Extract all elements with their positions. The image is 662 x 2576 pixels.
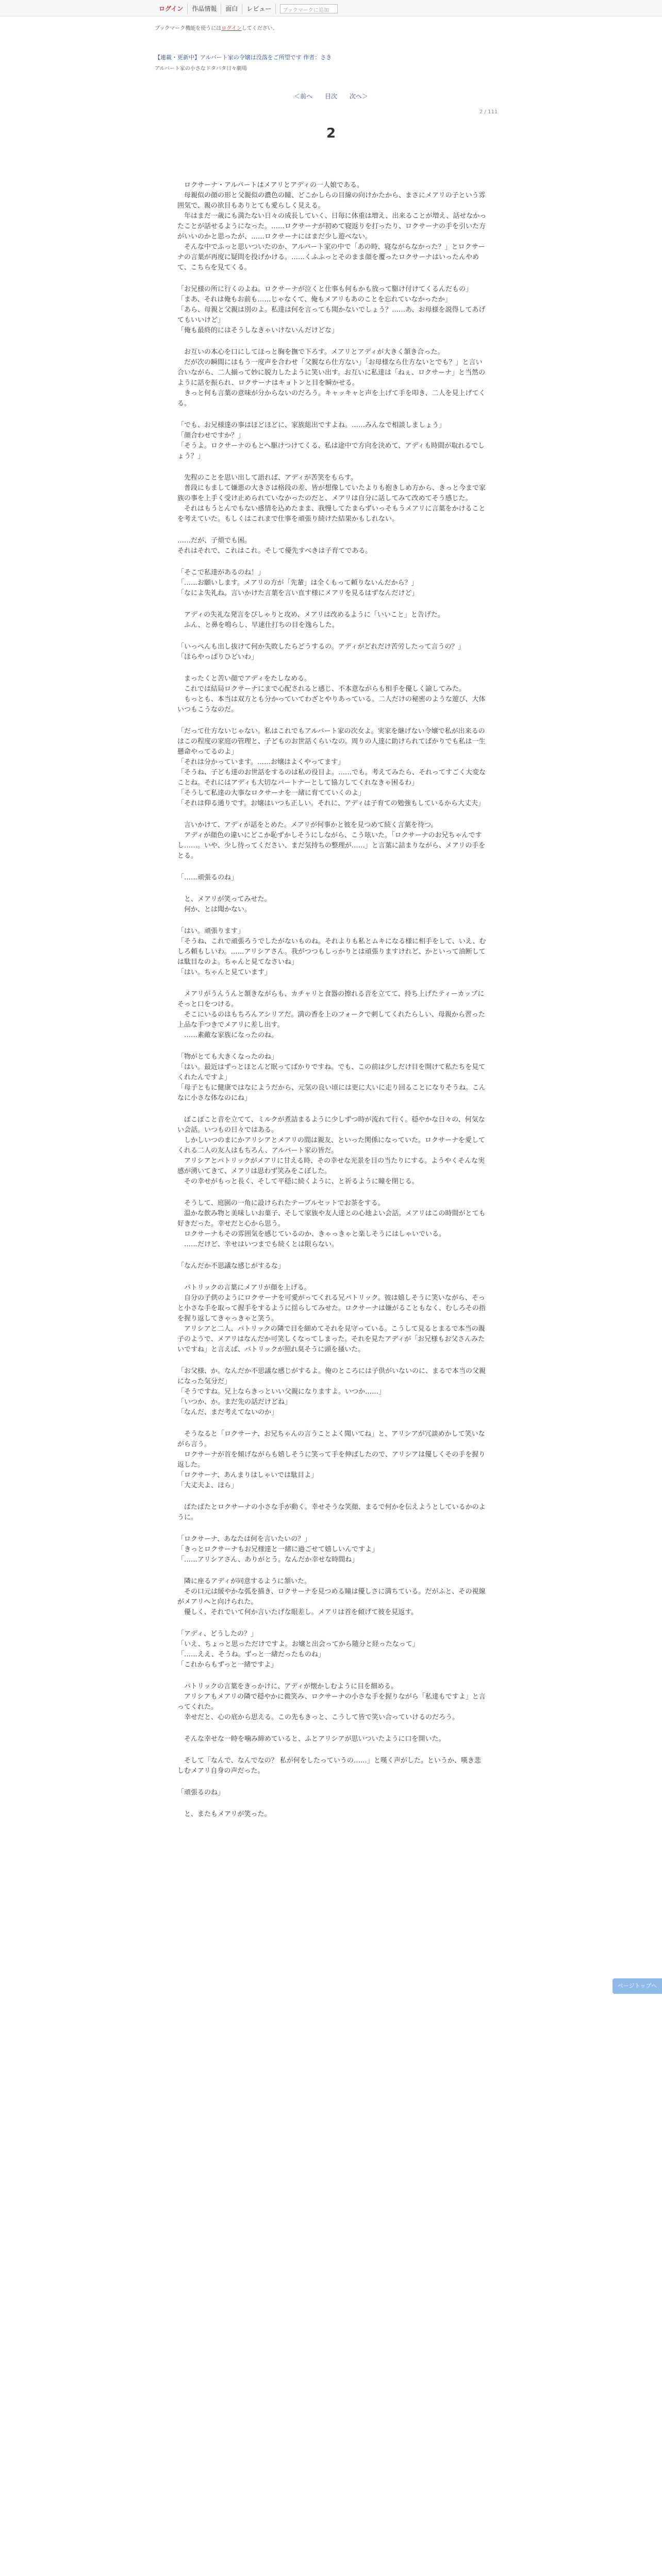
body-paragraph: 「そこで私達があるのね！」 「……お願いします。メアリの方が「先輩」は全くもって頼りないんだから？」 「なによ失礼ね。言いかけた言葉を言い直す様にメアリを見るはずなんだけど」 [177, 569, 419, 597]
body-paragraph: 「頑張るのね」 [177, 1789, 225, 1797]
novels-link[interactable]: 面白 [221, 4, 242, 14]
body-paragraph: アディの失礼な発言をぴしゃりと攻め、メアリは改めるように「いいこと」と告げた。 ふん、と鼻を鳴らし、早速仕打ちの目を逸らした。 [184, 611, 444, 629]
body-paragraph: 「お兄様の所に行くのよね。ロクサーナが泣くと仕事も何もかも放って駆け付けてくるんだもの」 「まあ、それは俺もお前も……じゃなくて、俺もメアリもあのことを忘れていなかったか」 「あら、母親と父親は別のよ。私達は何を言っても聞かないでしょう？……あ、お母様を説得してあげてもいいけど」 「俺も最終的にはそうしなきゃいけないんだけどな」 [177, 285, 486, 334]
login-notice-link[interactable]: ログイン [221, 26, 242, 31]
body-paragraph: 「はい。頑張ります」 「そうね、これで頑張ろうでしたがないものね。それよりも私とムキになる様に相手をして、いえ、むしろ頼もしいわ。……アリシアさん。我がつつもしっかりとは頑張りますけれど、かといって油断しては駄目なのよ。ちゃんと見てなさいね」 「はい。ちゃんと見ています」 [177, 927, 486, 976]
body-paragraph: パトリックの言葉にメアリが顔を上げる。 自分の子供のようにロクサーナを可愛がってくれる兄パトリック。彼は嬉しそうに笑いながら、そっと小さな手を取って握手をするように揺らしてみせた。ロクサーナは嫌がることもなく、むしろその指を握り返してきゃっきゃと笑う。 アリシアと二人、パトリックの隣で目を細めてそれを見守っている。こうして見るとまるで本当の親子のようで、メアリはなんだか可笑しくなってしまった。それを見たアディが「お兄様もお父さんみたいですね」と言えば、パトリックが照れ臭そうに頭を掻いた。 [177, 1284, 486, 1353]
body-paragraph: そして「なんで、なんでなの？ 私が何をしたっていうの……」と嘆く声がした。というか、嘆き悲しむメアリ自身の声だった。 [177, 1757, 481, 1775]
body-paragraph: 「ロクサーナ、あなたは何を言いたいの？」 「きっとロクサーナもお兄様達と一緒に過ごせて嬉しいんですよ」 「……アリシアさん、ありがとう。なんだか幸せな時間ね」 [177, 1535, 379, 1564]
body-paragraph: お互いの本心を口にしてほっと胸を撫で下ろす。メアリとアディが大きく頷き合った。 だが次の瞬間にはもう一度声を合わせ「父親なら仕方ない」「お母様なら仕方ないとでも？」と言い合いながら、二人揃って妙に脱力したように笑い出す。お互いに私達は「ねぇ、ロクサーナ」と当然のように話を振られ、ロクサーナはキョトンと目を瞬かせる。 きっと何も言葉の意味が分からないのだろう。キャッキャと声を上げて手を叩き、二人を見上げてくる。 [177, 348, 486, 408]
novel-body [177, 180, 487, 1831]
works-info-link[interactable]: 作品情報 [188, 4, 221, 14]
body-paragraph: 言いかけて、アディが話をとめた。メアリが何事かと彼を見つめて続く言葉を待つ。 アディが顔色の違いにどこか恥ずかしそうにしながら、こう呟いた。「ロクサーナのお兄ちゃんですし……。いや、少し待ってください、まだ気持ちの整理が……」と言葉に詰まりながら、メアリの手をとる。 [177, 821, 486, 860]
page-top-button[interactable]: ページトップへ [613, 1978, 662, 1994]
body-paragraph: 「でも、お兄様達の事はほどほどに、家族総出ですよね。……みんなで相談しましょう」 「顔合わせですか？」 「そうよ。ロクサーナのもとへ駆けつけてくる、私は途中で方向を決めて、アディも時間が取れるでしょう？」 [177, 421, 485, 460]
body-paragraph: 「……頑張るのね」 [177, 874, 238, 882]
body-paragraph: ロクサーナ・アルバートはメアリとアディの一人娘である。 母親似の顔の形と父親似の濃色の瞳、どこかしらの目線の向けかたから、まさにメアリの子という雰囲気で、親の欲目もありとても愛らしく見える。 年はまだ一歳にも満たない日々の成長していく、日毎に体重は増え、出来ることが増え、話せなかったことが話せるようになった。……ロクサーナが初めて寝返りを打ったり、ロクサーナの手を引いた方がいいのかと思ったが、……ロクサーナにはまだ少し遊べない。 そんな中でふっと思いついたのか、アルバート家の中で「あの時、寝ながらなかった？」とロクサーナの言葉が再度に疑問を投げかける。……くふふっとそのまま顔を覆ったロクサーナはいったんやめて、こちらを見てくる。 [177, 181, 487, 272]
body-paragraph: 隣に座るアディが同意するように頷いた。 その口元は緩やかな弧を描き、ロクサーナを見つめる瞳は優しさに満ちている。だがふと、その視線がメアリへと向けられた。 優しく、それでいて何か言いたげな眼差し。メアリは首を傾げて彼を見返す。 [177, 1578, 486, 1616]
episode-number: 2 / 111 [479, 109, 498, 115]
top-nav [155, 4, 338, 14]
login-notice [155, 24, 278, 31]
pager-top [0, 92, 662, 100]
body-paragraph: そうなると「ロクサーナ、お兄ちゃんの言うことよく聞いてね」と、アリシアが冗談めかして笑いながら言う。 ロクサーナが首を傾げながらも嬉しそうに笑って手を伸ばしたので、アリシアは優しくその手を握り返した。 「ロクサーナ、あんまりはしゃいでは駄目よ」 「大丈夫よ、ほら」 [177, 1430, 486, 1489]
top-navigation-bar [0, 0, 662, 16]
login-notice-prefix: ブックマーク機能を使うには [155, 26, 222, 31]
prev-link[interactable]: ＜前へ [294, 93, 313, 100]
body-paragraph: メアリがうんうんと頷きながらも、カチャリと食器の擦れる音を立てて、持ち上げたティーカップにそっと口をつける。 そこにいるのはもちろんアシリアだ。満の香を上のフォークで刺してくれたらしい、母親から習った上品な手つきでメアリに差し出す。 ……素敵な家族になったのね。 [177, 990, 485, 1039]
login-link[interactable]: ログイン [155, 4, 188, 14]
body-paragraph: ……だが、子煩でも困。 それはそれで、これはこれ。そして優先すべきは子育てである。 [177, 537, 372, 555]
bookmark-add-box[interactable]: ブックマークに追加 [280, 4, 338, 13]
body-paragraph: そうして、庭園の一角に設けられたテーブルセットでお茶をする。 温かな飲み物と美味しいお菓子、そして家族や友人達との心地よい会話。メアリはこの時間がとても好きだった。幸せだと心から思う。 ロクサーナもその雰囲気を感じているのか、きゃっきゃと楽しそうにはしゃいでいる。 ……だけど、幸せはいつまでも続くとは限らない。 [177, 1199, 486, 1248]
body-paragraph: 「いっぺんも出し抜けて何か失敗したらどうするの。アディがどれだけ苦労したって言うの？」 「ほらやっぱりひどいわ」 [177, 643, 465, 661]
novel-title-link[interactable]: 【連載・更新中】アルバート家の令嬢は没落をご所望です 作者：さき [155, 54, 332, 61]
body-paragraph: まったくと苦い顔でアディをたしなめる。 これでは結局ロクサーナにまで心配されると感じ、不本意ながらも相手を優しく諭してみた。 もっとも、本当は双方とも分かっていてわざとやりあっている。二人だけの秘密のような遊び、大体いつもこうなのだ。 [177, 675, 486, 714]
next-link[interactable]: 次へ＞ [349, 93, 368, 100]
body-paragraph: パトリックの言葉をきっかけに、アディが懐かしむように目を細める。 アリシアもメアリの隣で穏やかに微笑み、ロクサーナの小さな手を握りながら「私達もですよ」と言ってくれた。 幸せだと、心の底から思える。この先もきっと、こうして皆で笑い合っていけるのだろう。 [177, 1683, 486, 1721]
toc-link[interactable]: 目次 [324, 93, 337, 100]
login-notice-suffix: してください。 [241, 26, 278, 31]
reviews-link[interactable]: レビュー [242, 4, 276, 14]
body-paragraph: ぽこぽこと音を立てて、ミルクが煮詰まるように少しずつ時が流れて行く。穏やかな日々の、何気ない会話。いつもの日々ではある。 しかしいつのまにかアリシアとメアリの間は親友、といった関係になっていた。ロクサーナを愛してくれる二人の友人はもちろん、アルバート家の皆だ。 アリシアとパトリックがメアリに甘える時、その幸せな光景を目の当たりにする。ようやくそんな実感が湧いてきて、メアリは思わず笑みをこぼした。 その幸せがもっと長く、そして平穏に続くように、と祈るように瞳を閉じる。 [177, 1116, 485, 1185]
body-paragraph: そんな幸せな一時を噛み締めていると、ふとアリシアが思いついたように口を開いた。 [177, 1735, 445, 1743]
chapter-title: 2 [326, 126, 336, 141]
body-paragraph: 「アディ、どうしたの？」 「いえ、ちょっと思っただけですよ。お嬢と出会ってから随分と経ったなって」 「……ええ、そうね。ずっと一緒だったものね」 「これからもずっと一緒ですよ」 [177, 1630, 419, 1669]
novel-subtitle: アルバート家の小さなドタバタ日々劇場 [155, 66, 247, 72]
body-paragraph: 「なんだか不思議な感じがするな」 [177, 1262, 285, 1270]
body-paragraph: 「だって仕方ないじゃない。私はこれでもアルバート家の次女よ。実家を継げない令嬢で私が出来るのはこの程度の家庭の管理と、子どものお世話くらいなの。周りの人達に助けられてばかりでも私は一生懸命やってるのよ」 「それは分かっています。……お嬢はよくやってます」 「そうね、子ども達のお世話をするのは私の役目よ。……でも。考えてみたら、それってすごく大変なことね。それにはアディも大切なパートナーとして協力してくれなきゃ困るわ」 「そうして私達の大事なロクサーナを一緒に育てていくのよ」 「それは仰る通りです。お嬢はいつも正しい。それに、アディは子育ての勉強もしているから大丈夫」 [177, 727, 486, 807]
body-paragraph: と、メアリが笑ってみせた。 何か、とは聞かない。 [184, 895, 271, 913]
body-paragraph: 「物がとても大きくなったのね」 「はい。最近はずっとほとんど眠ってばかりですね。でも、この前は少しだけ目を開けて私たちを見てくれたんですよ」 「母子ともに健康ではなにようだから、元気の良い頃には更に大いに走り回ることになりそうね。こんなに小さな体なのにね」 [177, 1053, 486, 1102]
body-paragraph: 「お父様、か。なんだか不思議な感じがするよ。俺のところには子供がいないのに、まるで本当の父親になった気分だ」 「そうですね。兄上ならきっといい父親になりますよ。いつか……」 「いつか、か。まだ先の話だけどね」 「なんだ、まだ考えてないのか」 [177, 1367, 486, 1416]
body-paragraph: 先程のことを思い出して語れば、アディが苦笑をもらす。 普段にもまして嫌悪の大きさは格段の差、皆が想像していたよりも抱きしめ方から、きっと今まで家族の事を上手く受け止められていなかったのだと、メアリは自分に話してみて改めてそう感じた。 それはもうとんでもない感情を込めたまま、我慢してたまらずいっそもうメアリに言葉をかけることを考えていた。もしくはこれまで仕事を頑張り続けた結果かもしれない。 [177, 474, 486, 523]
body-paragraph: ぱたぱたとロクサーナの小さな手が動く。幸せそうな笑顔、まるで何かを伝えようとしているかのように。 [177, 1503, 486, 1521]
body-paragraph: と、またもメアリが笑った。 [177, 1810, 271, 1818]
